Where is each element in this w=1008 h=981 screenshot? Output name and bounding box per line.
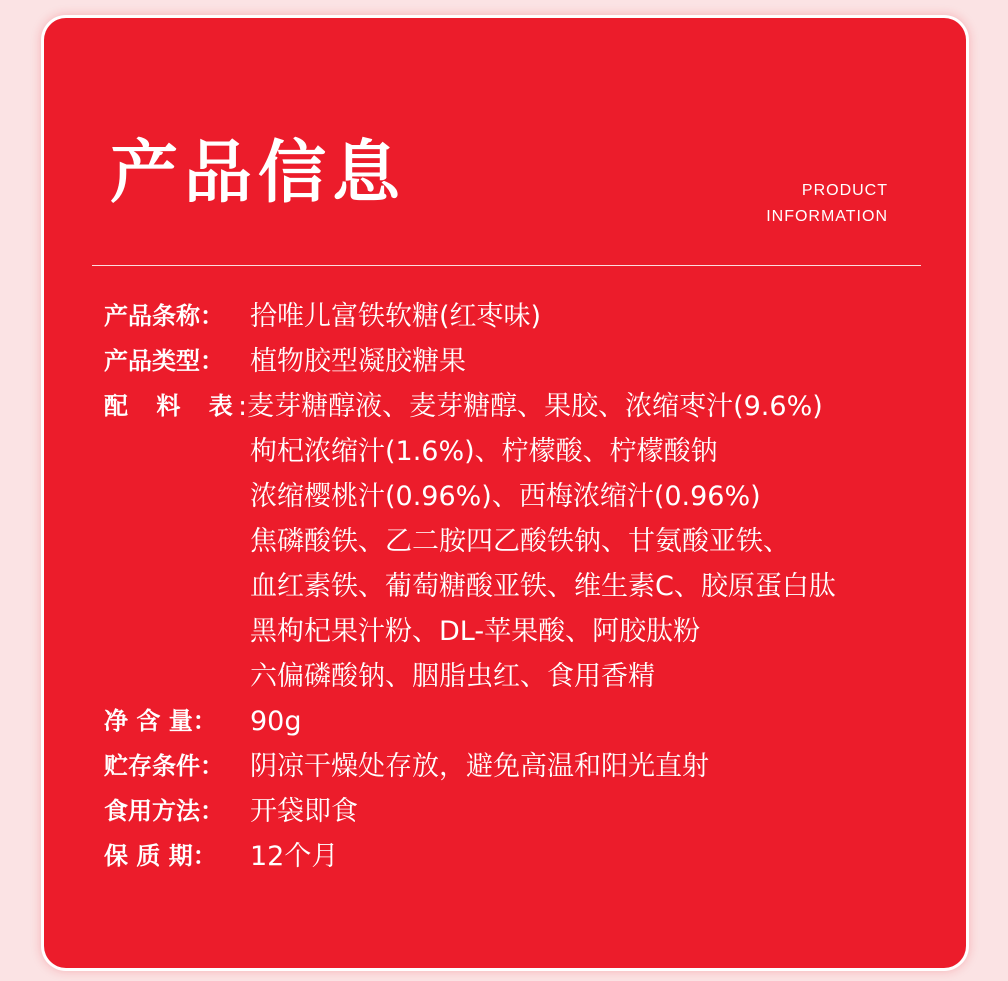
net-content-row: [104, 699, 934, 744]
subtitle-line-1: PRODUCT: [801, 182, 888, 199]
net-content-value: 90g: [250, 706, 302, 737]
product-type-value: 植物胶型凝胶糖果: [250, 346, 466, 377]
ingredients-label: 配 料 表: [104, 392, 243, 420]
product-type-row: [104, 339, 934, 384]
page-title: 产品信息: [110, 134, 407, 213]
ingredients-line: :麦芽糖醇液、麦芽糖醇、果胶、浓缩枣汁(9.6%): [238, 391, 823, 422]
subtitle-line-2: INFORMATION: [766, 208, 888, 225]
ingredients-list: [238, 384, 836, 699]
product-name-label: 产品条称：: [104, 302, 224, 330]
storage-label: 贮存条件：: [104, 752, 224, 780]
usage-value: 开袋即食: [250, 796, 358, 827]
shelf-life-value: 12个月: [250, 841, 339, 872]
product-type-label: 产品类型：: [104, 347, 224, 375]
ingredients-line: 血红素铁、葡萄糖酸亚铁、维生素C、胶原蛋白肽: [250, 571, 836, 602]
product-name-value: 拾唯儿富铁软糖(红枣味): [250, 301, 542, 332]
ingredients-line: 浓缩樱桃汁(0.96%)、西梅浓缩汁(0.96%): [250, 481, 761, 512]
product-name-row: [104, 294, 934, 339]
ingredients-row: [104, 384, 934, 699]
usage-row: [104, 789, 934, 834]
ingredients-line: 枸杞浓缩汁(1.6%)、柠檬酸、柠檬酸钠: [250, 436, 718, 467]
header-divider: [92, 265, 921, 266]
ingredients-line: 六偏磷酸钠、胭脂虫红、食用香精: [250, 661, 655, 692]
page-subtitle: [766, 178, 888, 230]
ingredients-line: 焦磷酸铁、乙二胺四乙酸铁钠、甘氨酸亚铁、: [250, 526, 790, 557]
product-info-list: [104, 294, 934, 879]
ingredients-line: 黑枸杞果汁粉、DL-苹果酸、阿胶肽粉: [250, 616, 701, 647]
usage-label: 食用方法：: [104, 797, 224, 825]
shelf-life-label: 保 质 期：: [104, 842, 217, 870]
shelf-life-row: [104, 834, 934, 879]
product-info-card: [44, 18, 966, 968]
net-content-label: 净 含 量：: [104, 707, 217, 735]
storage-value: 阴凉干燥处存放，避免高温和阳光直射: [250, 751, 709, 782]
storage-row: [104, 744, 934, 789]
